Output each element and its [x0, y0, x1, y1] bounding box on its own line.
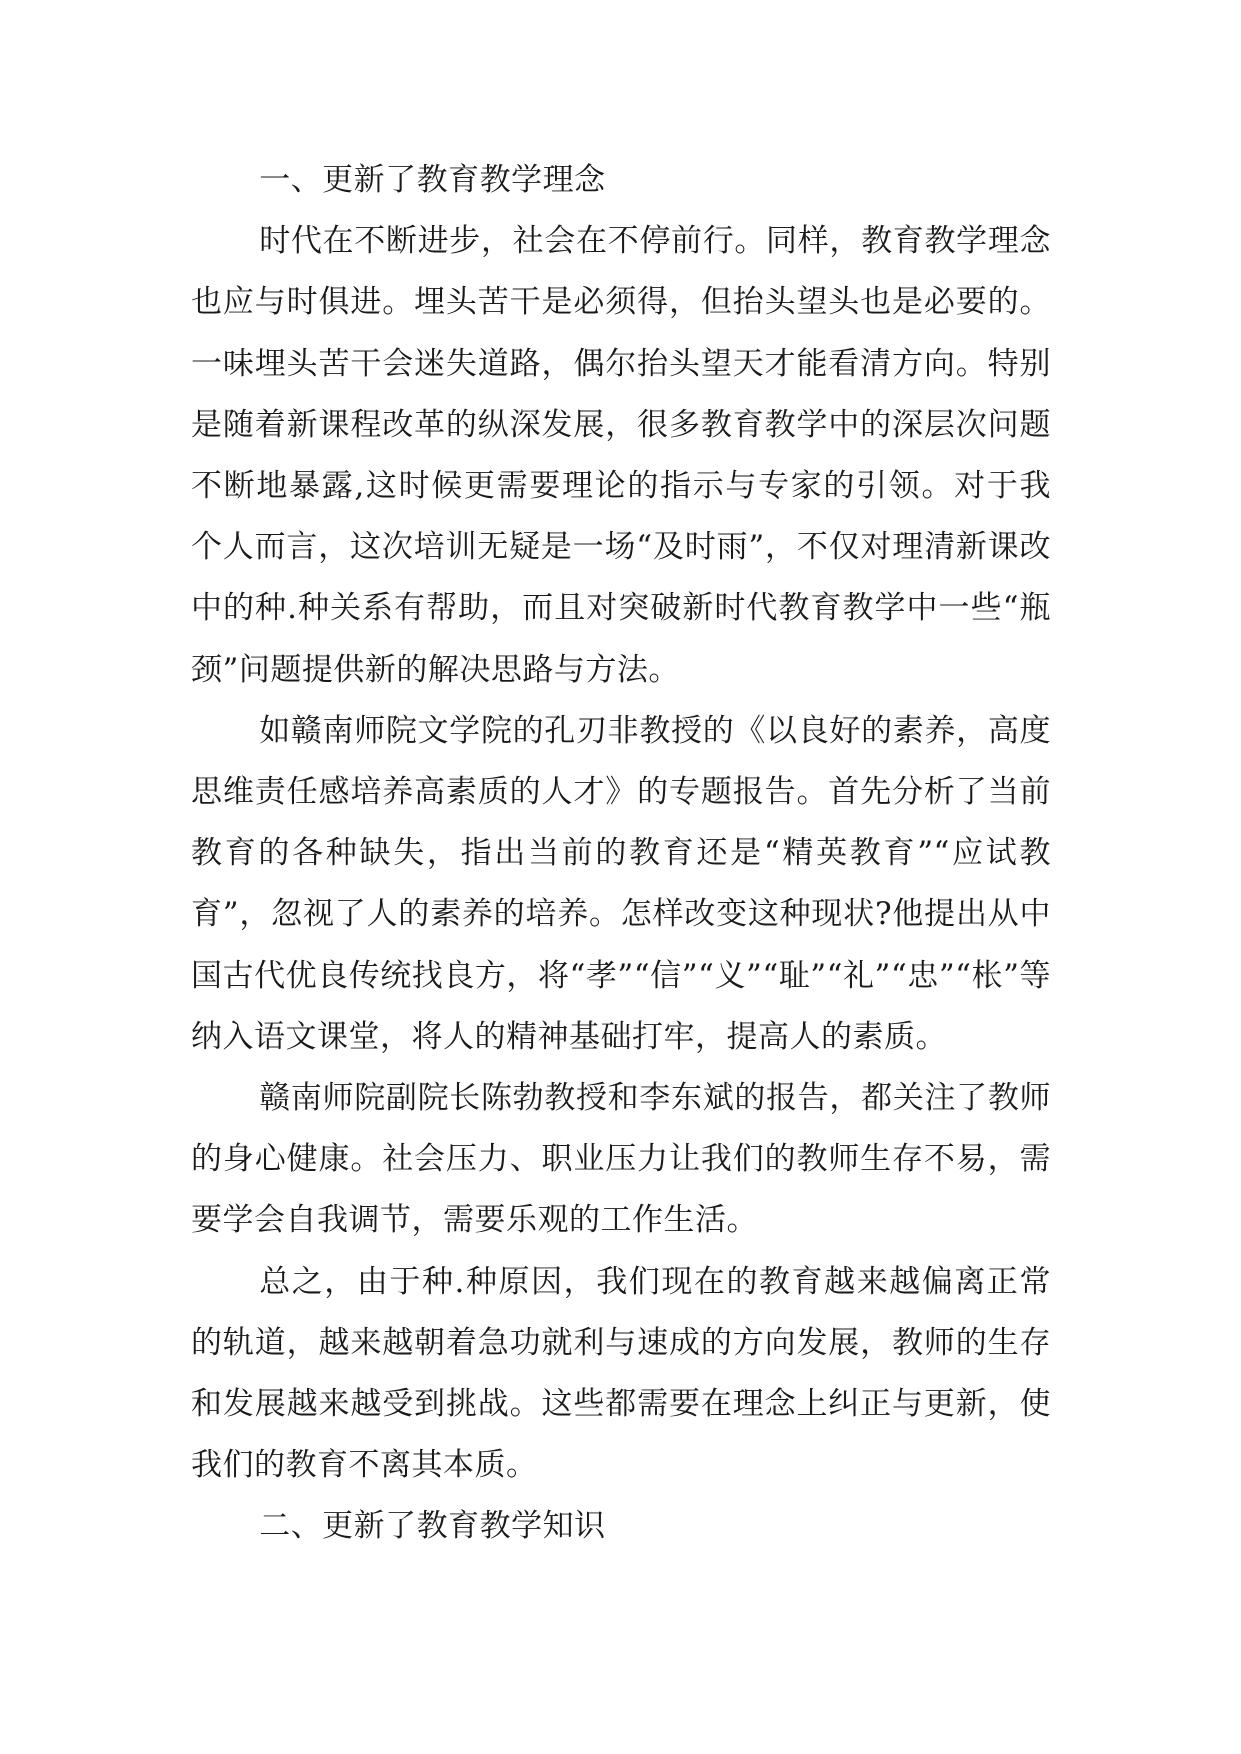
section-heading-1: 一、更新了教育教学理念: [259, 162, 606, 198]
paragraph-3: 赣南师院副院长陈勃教授和李东斌的报告，都关注了教师的身心健康。社会压力、职业压力让我们的教师生存不易，需要学会自我调节，需要乐观的工作生活。: [191, 1080, 1051, 1239]
paragraph-4: 总之，由于种.种原因，我们现在的教育越来越偏离正常的轨道，越来越朝着急功就利与速成的方向发展，教师的生存和发展越来越受到挑战。这些都需要在理念上纠正与更新，使我们的教育不离其本质。: [191, 1263, 1051, 1484]
document-body: [191, 150, 1051, 1558]
paragraph-2: 如赣南师院文学院的孔刃非教授的《以良好的素养，高度思维责任感培养高素质的人才》的专题报告。首先分析了当前教育的各种缺失，指出当前的教育还是“精英教育”“应试教育”，忽视了人的素养的培养。怎样改变这种现状?他提出从中国古代优良传统找良方，将“孝”“信”“义”“耻”“礼”“忠”“枨”等纳入语文课堂，将人的精神基础打牢，提高人的素质。: [191, 712, 1051, 1055]
section-heading-2: 二、更新了教育教学知识: [259, 1508, 606, 1545]
paragraph-1: 时代在不断进步，社会在不停前行。同样，教育教学理念也应与时俱进。埋头苦干是必须得，但抬头望头也是必要的。一味埋头苦干会迷失道路，偶尔抬头望天才能看清方向。特别是随着新课程改革的纵深发展，很多教育教学中的深层次问题不断地暴露,这时候更需要理论的指示与专家的引领。对于我个人而言，这次培训无疑是一场“及时雨”，不仅对理清新课改中的种.种关系有帮助，而且对突破新时代教育教学中一些“瓶颈”问题提供新的解决思路与方法。: [191, 223, 1051, 688]
